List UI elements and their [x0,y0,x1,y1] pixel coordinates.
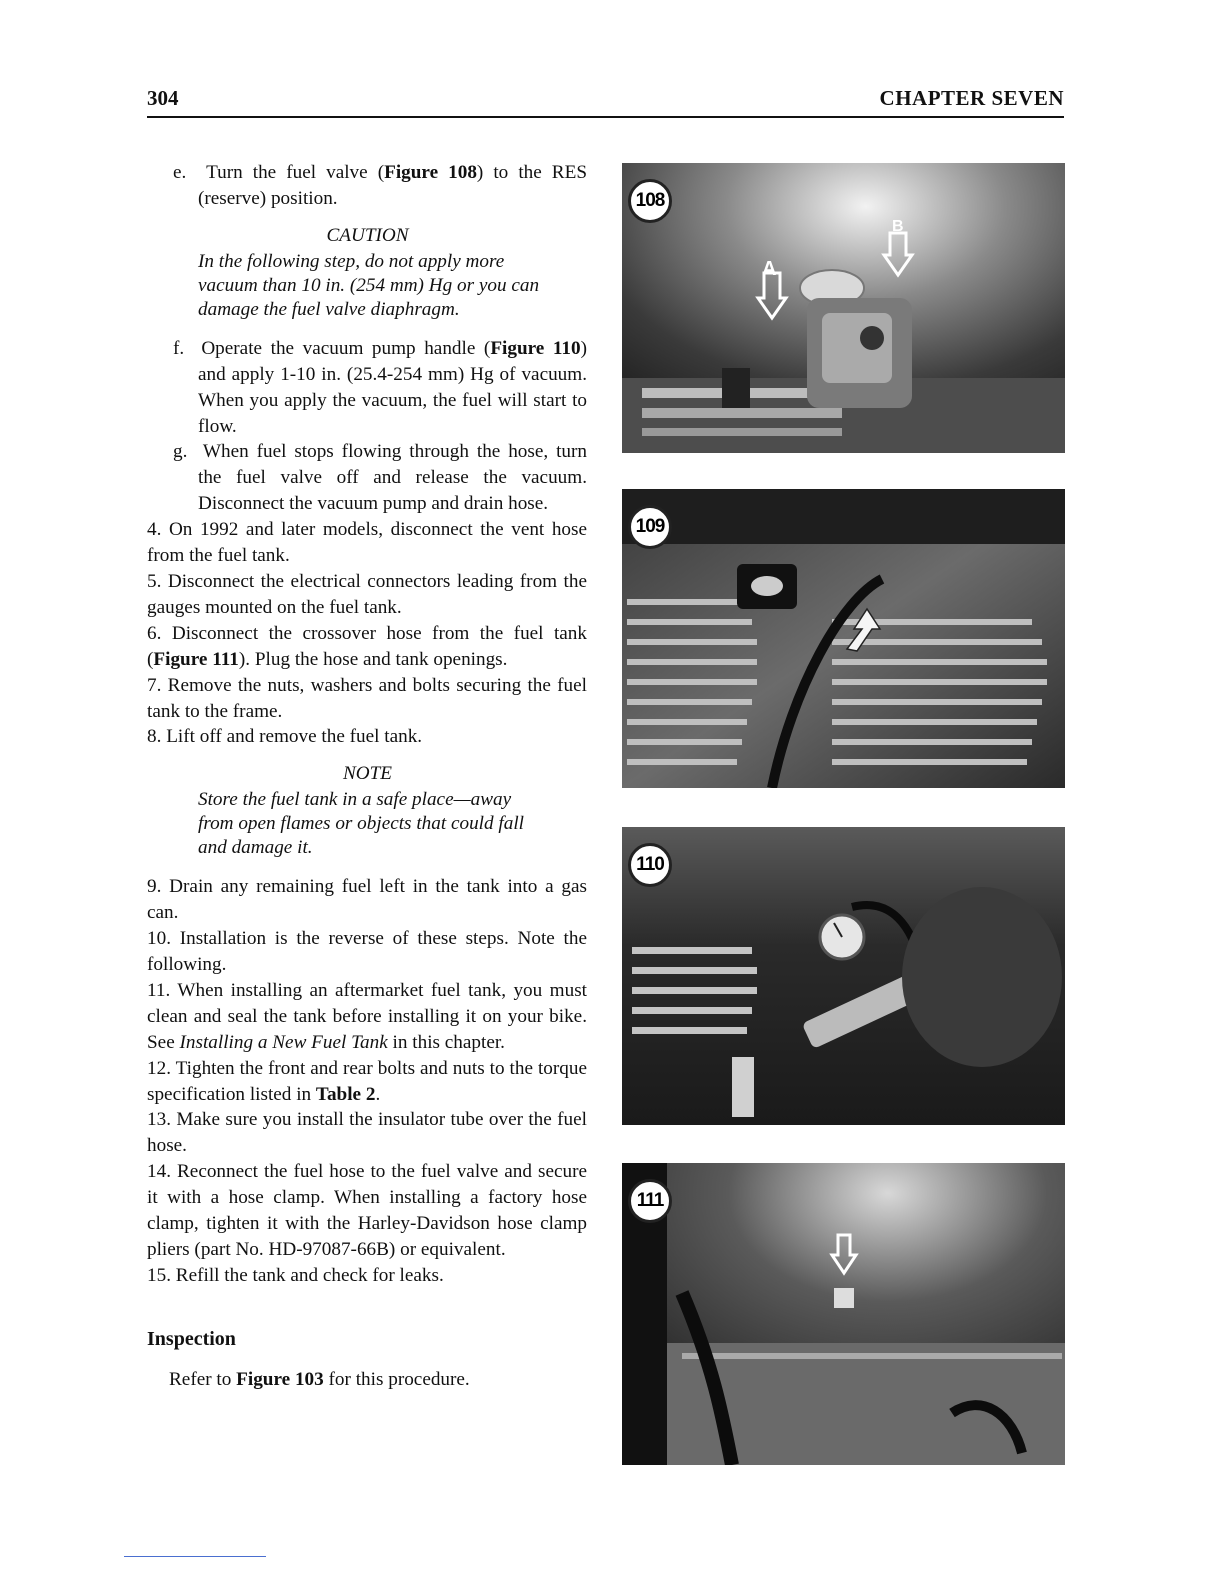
callout-a: A [762,258,777,280]
step-4: 4. On 1992 and later models, disconnect the vent hose from the fuel tank. [147,519,587,567]
section-ref: Installing a New Fuel Tank [179,1031,388,1053]
step-11: 11. When installing an aftermarket fuel tank, you must clean and seal the tank before installing it on your bike. See Installing a New Fuel Tank in this chapter. [147,979,587,1053]
step-5: 5. Disconnect the electrical connectors leading from the gauges mounted on the fuel tank. [147,570,587,618]
note-title: NOTE [342,763,393,785]
note-text: Store the fuel tank in a safe place—away from open flames or objects that could fall and damage it. [198,789,524,859]
inspection-heading: Inspection [147,1327,236,1350]
caution-text: In the following step, do not apply more vacuum than 10 in. (254 mm) Hg or you can damage the fuel valve diaphragm. [198,250,540,320]
step-12: 12. Tighten the front and rear bolts and nuts to the torque specification listed in Table 2. [147,1057,587,1105]
figure-109 [622,489,1065,788]
step-f: f. Operate the vacuum pump handle (Figure 110) and apply 1-10 in. (25.4-254 mm) Hg of vacuum. When you apply the vacuum, the fuel will start to flow. [173,337,587,437]
figure-110 [622,827,1065,1125]
step-15: 15. Refill the tank and check for leaks. [147,1264,444,1286]
caution-title: CAUTION [326,224,409,246]
text-column [147,160,587,1393]
step-14: 14. Reconnect the fuel hose to the fuel valve and secure it with a hose clamp. When installing a factory hose clamp, tighten it with the Harley-Davidson hose clamp pliers (part No. HD-97087-66B) or equivalent. [147,1161,587,1260]
figure-ref: Figure 103 [236,1368,324,1390]
step-8: 8. Lift off and remove the fuel tank. [147,726,423,748]
step-letter: e. [173,162,187,183]
engine-cylinders-photo [622,489,1065,788]
figure-108 [622,163,1065,453]
figure-111 [622,1163,1065,1465]
fuel-valve-photo [622,163,1065,453]
callout-b: B [892,218,904,235]
figure-number-badge: 111 [628,1179,672,1223]
inspection-text: Refer to Figure 103 for this procedure. [169,1368,470,1390]
step-9: 9. Drain any remaining fuel left in the tank into a gas can. [147,876,587,924]
step-10: 10. Installation is the reverse of these steps. Note the following. [147,928,587,976]
step-g: g. When fuel stops flowing through the hose, turn the fuel valve off and release the vacuum. Disconnect the vacuum pump and drain hose. [173,441,587,515]
figure-ref: Figure 108 [384,162,477,183]
table-ref: Table 2 [315,1083,376,1105]
note-box [147,762,587,860]
vacuum-pump-photo [622,827,1065,1125]
figure-number-badge: 110 [628,843,672,887]
chapter-title: CHAPTER SEVEN [879,86,1064,110]
page-header [147,86,1064,118]
step-13: 13. Make sure you install the insulator tube over the fuel hose. [147,1109,587,1157]
page-number: 304 [147,86,179,110]
figure-number-badge: 109 [628,505,672,549]
crossover-hose-photo [622,1163,1065,1465]
caution-box [147,224,587,322]
step-e: e. Turn the fuel valve (Figure 108) to the RES (reserve) position. [173,162,587,209]
figure-ref: Figure 111 [153,648,239,670]
footer-rule [124,1556,266,1557]
step-6: 6. Disconnect the crossover hose from the fuel tank (Figure 111). Plug the hose and tank openings. [147,622,587,670]
figure-number-badge: 108 [628,179,672,223]
figure-ref: Figure 110 [490,337,581,359]
step-7: 7. Remove the nuts, washers and bolts securing the fuel tank to the frame. [147,674,587,722]
